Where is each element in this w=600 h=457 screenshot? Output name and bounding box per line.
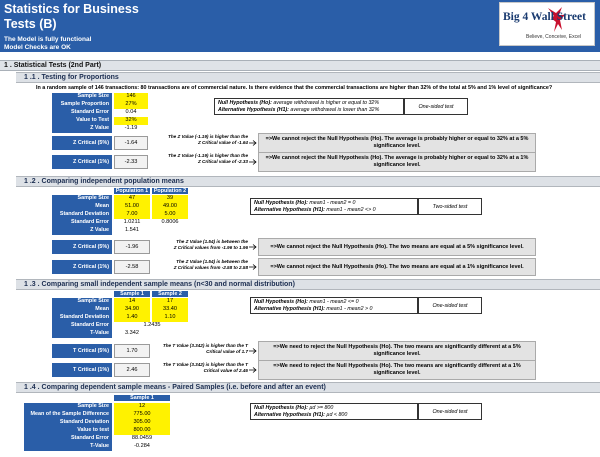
h0-label: Null Hypothesis (Ho): (254, 299, 308, 305)
arrow-icon (249, 367, 257, 373)
h0-text: mean1 - mean2 <= 0 (309, 299, 359, 305)
input-p1-mean[interactable]: 51.00 (114, 203, 150, 211)
subsection-1-2-header: 1 .2 . Comparing independent population means (16, 176, 600, 187)
h1-label: Alternative Hypothesis (H1): (218, 107, 289, 113)
col-header-sample-1: Sample 1 (114, 291, 150, 297)
label-z-value: Z Value (52, 125, 112, 133)
note-line-2: Z Critical values from -1.96 to 1.96 (173, 244, 248, 250)
arrow-icon (249, 140, 257, 146)
label-t-value: T-Value (52, 330, 112, 338)
company-logo (499, 2, 595, 46)
value-z-value: 1.541 (125, 227, 139, 233)
arrow-icon (249, 244, 257, 250)
conclusion-1: =>We cannot reject the Null Hypothesis (Ho). The average is probably higher or equal to 32% at a 1% significance level. (258, 152, 536, 172)
h0-text: average withdrawal is higher or equal to 32% (273, 100, 380, 106)
test-type-box: Two-sided test (418, 198, 482, 215)
input-s1-std[interactable]: 1.40 (114, 314, 150, 322)
label-t-value: T-Value (24, 443, 112, 451)
value-p2-se: 0.8006 (161, 219, 179, 225)
page-title: Statistics for Business (4, 2, 139, 16)
label-standard-error: Standard Error (52, 109, 112, 117)
label-sample-size: Sample Size (24, 403, 112, 411)
conclusion-5: =>We cannot reject the Null Hypothesis (Ho). The average is probably higher or equal to 32% at a 5% significance level. (258, 133, 536, 153)
logo-text: Big 4 Wall Street (503, 11, 586, 23)
note-line-1: The T Value (3.342) is higher than the T (162, 343, 248, 348)
conclusion-1: =>We cannot reject the Null Hypothesis (Ho). The two means are equal at a 1% significance level. (258, 258, 536, 276)
input-p1-std[interactable]: 7.00 (114, 211, 150, 219)
label-standard-error: Standard Error (52, 219, 112, 227)
note-line-2: Critical value of 1.7 (206, 348, 248, 354)
note-line-2: Critical value of 2.46 (203, 367, 248, 373)
arrow-icon (249, 159, 257, 165)
label-value-to-test: Value to test (24, 427, 112, 435)
input-mean-difference[interactable]: 775.00 (114, 411, 170, 419)
input-value-to-test[interactable]: 32% (114, 117, 148, 125)
h0-label: Null Hypothesis (Ho): (254, 200, 308, 206)
test-type-box: One-sided test (418, 297, 482, 314)
value-t-critical-5: 1.70 (114, 344, 150, 358)
value-t-value: -0.284 (134, 443, 150, 449)
subsection-1-4-header: 1 .4 . Comparing dependent sample means - Paired Samples (i.e. before and after an event) (16, 382, 600, 393)
input-sample-size[interactable]: 146 (114, 93, 148, 101)
note-line-2: Z Critical values from -2.58 to 2.58 (173, 264, 248, 270)
col-header-sample-1: Sample 1 (114, 395, 170, 401)
note-z-critical-5 (150, 134, 248, 145)
test-type-box: One-sided test (418, 403, 482, 420)
question-text: In a random sample of 146 transactions: 80 transactions are of commercial nature. Is there evidence that the commercial transactions are higher than 32% of the total at 5% and 1% level of significance? (36, 85, 553, 91)
logo-tagline: Believe, Conceive, Excel (526, 34, 582, 40)
test-type-box: One-sided test (404, 98, 468, 115)
h1-text: average withdrawal is lower than 32% (290, 107, 380, 113)
note-line-1: The Z Value (1.54) is between the (176, 239, 248, 244)
col-header-population-2: Population 2 (153, 188, 187, 194)
label-mean: Mean (52, 203, 112, 211)
value-z-critical-5: -1.64 (114, 136, 148, 150)
note-line-2: Z Critical value of -1.64 (197, 139, 248, 145)
hypothesis-box (250, 403, 418, 420)
label-standard-deviation: Standard Deviation (52, 314, 112, 322)
input-p1-sample-size[interactable]: 47 (114, 195, 150, 203)
hypothesis-box (214, 98, 404, 115)
note-t-critical-1 (152, 362, 248, 373)
h1-label: Alternative Hypothesis (H1): (254, 207, 325, 213)
input-standard-deviation[interactable]: 305.00 (114, 419, 170, 427)
conclusion-1: =>We need to reject the Null Hypothesis (Ho). The two means are significantly different at a 1% significance level. (258, 360, 536, 380)
value-z-critical-1: -2.58 (114, 260, 150, 274)
note-line-1: The T Value (3.342) is higher than the T (162, 362, 248, 367)
label-t-critical-1: T Critical (1%) (52, 363, 112, 377)
label-sample-size: Sample Size (52, 298, 112, 306)
label-t-critical-5: T Critical (5%) (52, 344, 112, 358)
note-z-critical-5 (152, 239, 248, 250)
h0-text: µd >= 800 (309, 405, 334, 411)
label-z-value: Z Value (52, 227, 112, 235)
col-header-sample-2: Sample 2 (152, 291, 188, 297)
label-z-critical-1: Z Critical (1%) (52, 260, 112, 274)
subsection-1-1-header: 1 .1 . Testing for Proportions (16, 72, 600, 83)
input-s2-mean[interactable]: 33.40 (152, 306, 188, 314)
page-subtitle: Tests (B) (4, 17, 57, 31)
label-sample-size: Sample Size (52, 93, 112, 101)
value-z-value: -1.19 (124, 125, 138, 131)
label-standard-error: Standard Error (24, 435, 112, 443)
label-standard-deviation: Standard Deviation (52, 211, 112, 219)
input-s1-mean[interactable]: 34.90 (114, 306, 150, 314)
conclusion-5: =>We need to reject the Null Hypothesis (Ho). The two means are significantly different at a 5% significance level. (258, 341, 536, 361)
h0-label: Null Hypothesis (Ho): (218, 100, 272, 106)
h1-text: mean1 - mean2 > 0 (326, 306, 373, 312)
label-standard-error: Standard Error (52, 322, 112, 330)
hypothesis-box (250, 297, 418, 314)
note-line-2: Z Critical value of -2.33 (197, 158, 248, 164)
input-s2-sample-size[interactable]: 17 (152, 298, 188, 306)
h0-label: Null Hypothesis (Ho): (254, 405, 308, 411)
input-s1-sample-size[interactable]: 14 (114, 298, 150, 306)
label-mean-difference: Mean of the Sample Difference (24, 411, 112, 419)
input-p2-mean[interactable]: 49.00 (152, 203, 188, 211)
h1-label: Alternative Hypothesis (H1): (254, 412, 325, 418)
label-z-critical-5: Z Critical (5%) (52, 136, 112, 150)
label-z-critical-1: Z Critical (1%) (52, 155, 112, 169)
value-z-critical-5: -1.96 (114, 240, 150, 254)
note-line-1: The Z Value (-1.19) is higher than the (168, 153, 248, 158)
hypothesis-box (250, 198, 418, 215)
note-z-critical-1 (150, 153, 248, 164)
note-line-1: The Z Value (-1.19) is higher than the (168, 134, 248, 139)
note-t-critical-5 (152, 343, 248, 354)
label-mean: Mean (52, 306, 112, 314)
label-sample-size: Sample Size (52, 195, 112, 203)
value-standard-error: 88.0459 (131, 435, 153, 441)
model-checks: Model Checks are OK (4, 44, 71, 51)
value-t-critical-1: 2.46 (114, 363, 150, 377)
label-standard-deviation: Standard Deviation (24, 419, 112, 427)
value-standard-error: 0.04 (125, 109, 137, 115)
h1-text: mean1 - mean2 <> 0 (326, 207, 376, 213)
arrow-icon (249, 348, 257, 354)
note-z-critical-1 (152, 259, 248, 270)
input-value-to-test[interactable]: 800.00 (114, 427, 170, 435)
input-p2-std[interactable]: 5.00 (152, 211, 188, 219)
label-value-to-test: Value to Test (52, 117, 112, 125)
h0-text: mean1 - mean2 = 0 (309, 200, 356, 206)
h1-text: µd < 800 (326, 412, 348, 418)
model-status: The Model is fully functional (4, 36, 92, 43)
arrow-icon (249, 264, 257, 270)
section-header: 1 . Statistical Tests (2nd Part) (0, 60, 600, 71)
value-z-critical-1: -2.33 (114, 155, 148, 169)
input-s2-std[interactable]: 1.10 (152, 314, 188, 322)
value-standard-error: 1.2435 (143, 322, 161, 328)
col-header-population-1: Population 1 (115, 188, 149, 194)
input-sample-size[interactable]: 12 (114, 403, 170, 411)
input-p2-sample-size[interactable]: 39 (152, 195, 188, 203)
label-z-critical-5: Z Critical (5%) (52, 240, 112, 254)
input-sample-proportion[interactable]: 27% (114, 101, 148, 109)
value-t-value: 3.342 (125, 330, 139, 336)
conclusion-5: =>We cannot reject the Null Hypothesis (Ho). The two means are equal at a 5% significance level. (258, 238, 536, 256)
note-line-1: The Z Value (1.54) is between the (176, 259, 248, 264)
label-sample-proportion: Sample Proportion (52, 101, 112, 109)
h1-label: Alternative Hypothesis (H1): (254, 306, 325, 312)
subsection-1-3-header: 1 .3 . Comparing small independent sample means (n<30 and normal distribution) (16, 279, 600, 290)
value-p1-se: 1.0211 (123, 219, 141, 225)
